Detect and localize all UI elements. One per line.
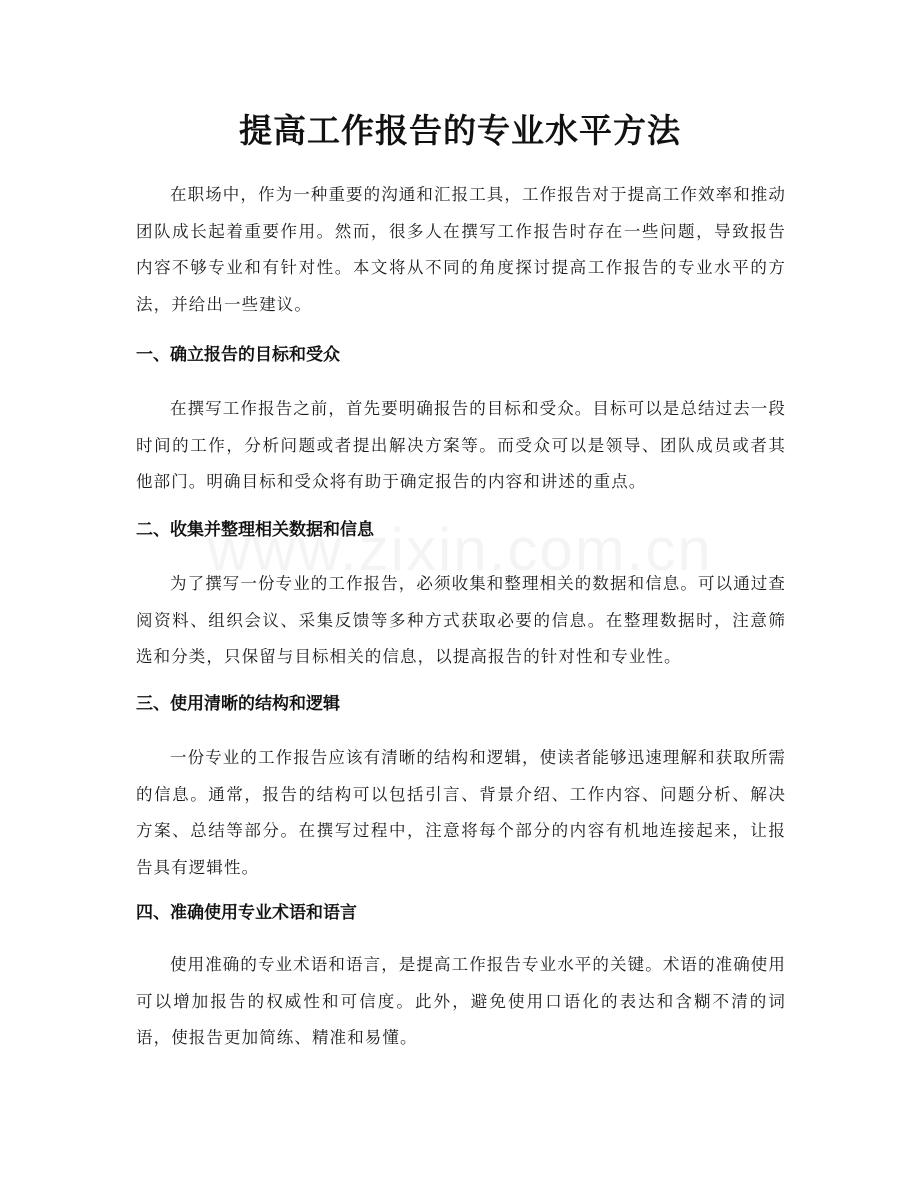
section-body-1: 在撰写工作报告之前，首先要明确报告的目标和受众。目标可以是总结过去一段时间的工作，分析问题或者提出解决方案等。而受众可以是领导、团队成员或者其他部门。明确目标和受众将有助于确定报告的内容和讲述的重点。 — [136, 399, 786, 492]
section-body-2: 为了撰写一份专业的工作报告，必须收集和整理相关的数据和信息。可以通过查阅资料、组织会议、采集反馈等多种方式获取必要的信息。在整理数据时，注意筛选和分类，只保留与目标相关的信息，以提高报告的针对性和专业性。 — [136, 574, 786, 667]
section-heading-1: 一、确立报告的目标和受众 — [136, 345, 340, 365]
section-heading-3: 三、使用清晰的结构和逻辑 — [136, 694, 340, 714]
section-heading-2: 二、收集并整理相关数据和信息 — [136, 520, 374, 540]
section-heading-4: 四、准确使用专业术语和语言 — [136, 903, 357, 923]
section-body-3: 一份专业的工作报告应该有清晰的结构和逻辑，使读者能够迅速理解和获取所需的信息。通常，报告的结构可以包括引言、背景介绍、工作内容、问题分析、解决方案、总结等部分。在撰写过程中，注意将每个部分的内容有机地连接起来，让报告具有逻辑性。 — [136, 748, 786, 877]
document-title: 提高工作报告的专业水平方法 — [239, 111, 681, 150]
intro-paragraph: 在职场中，作为一种重要的沟通和汇报工具，工作报告对于提高工作效率和推动团队成长起着重要作用。然而，很多人在撰写工作报告时存在一些问题，导致报告内容不够专业和有针对性。本文将从不同的角度探讨提高工作报告的专业水平的方法，并给出一些建议。 — [136, 185, 786, 314]
section-body-4: 使用准确的专业术语和语言，是提高工作报告专业水平的关键。术语的准确使用可以增加报告的权威性和可信度。此外，避免使用口语化的表达和含糊不清的词语，使报告更加简练、精准和易懂。 — [136, 955, 786, 1048]
